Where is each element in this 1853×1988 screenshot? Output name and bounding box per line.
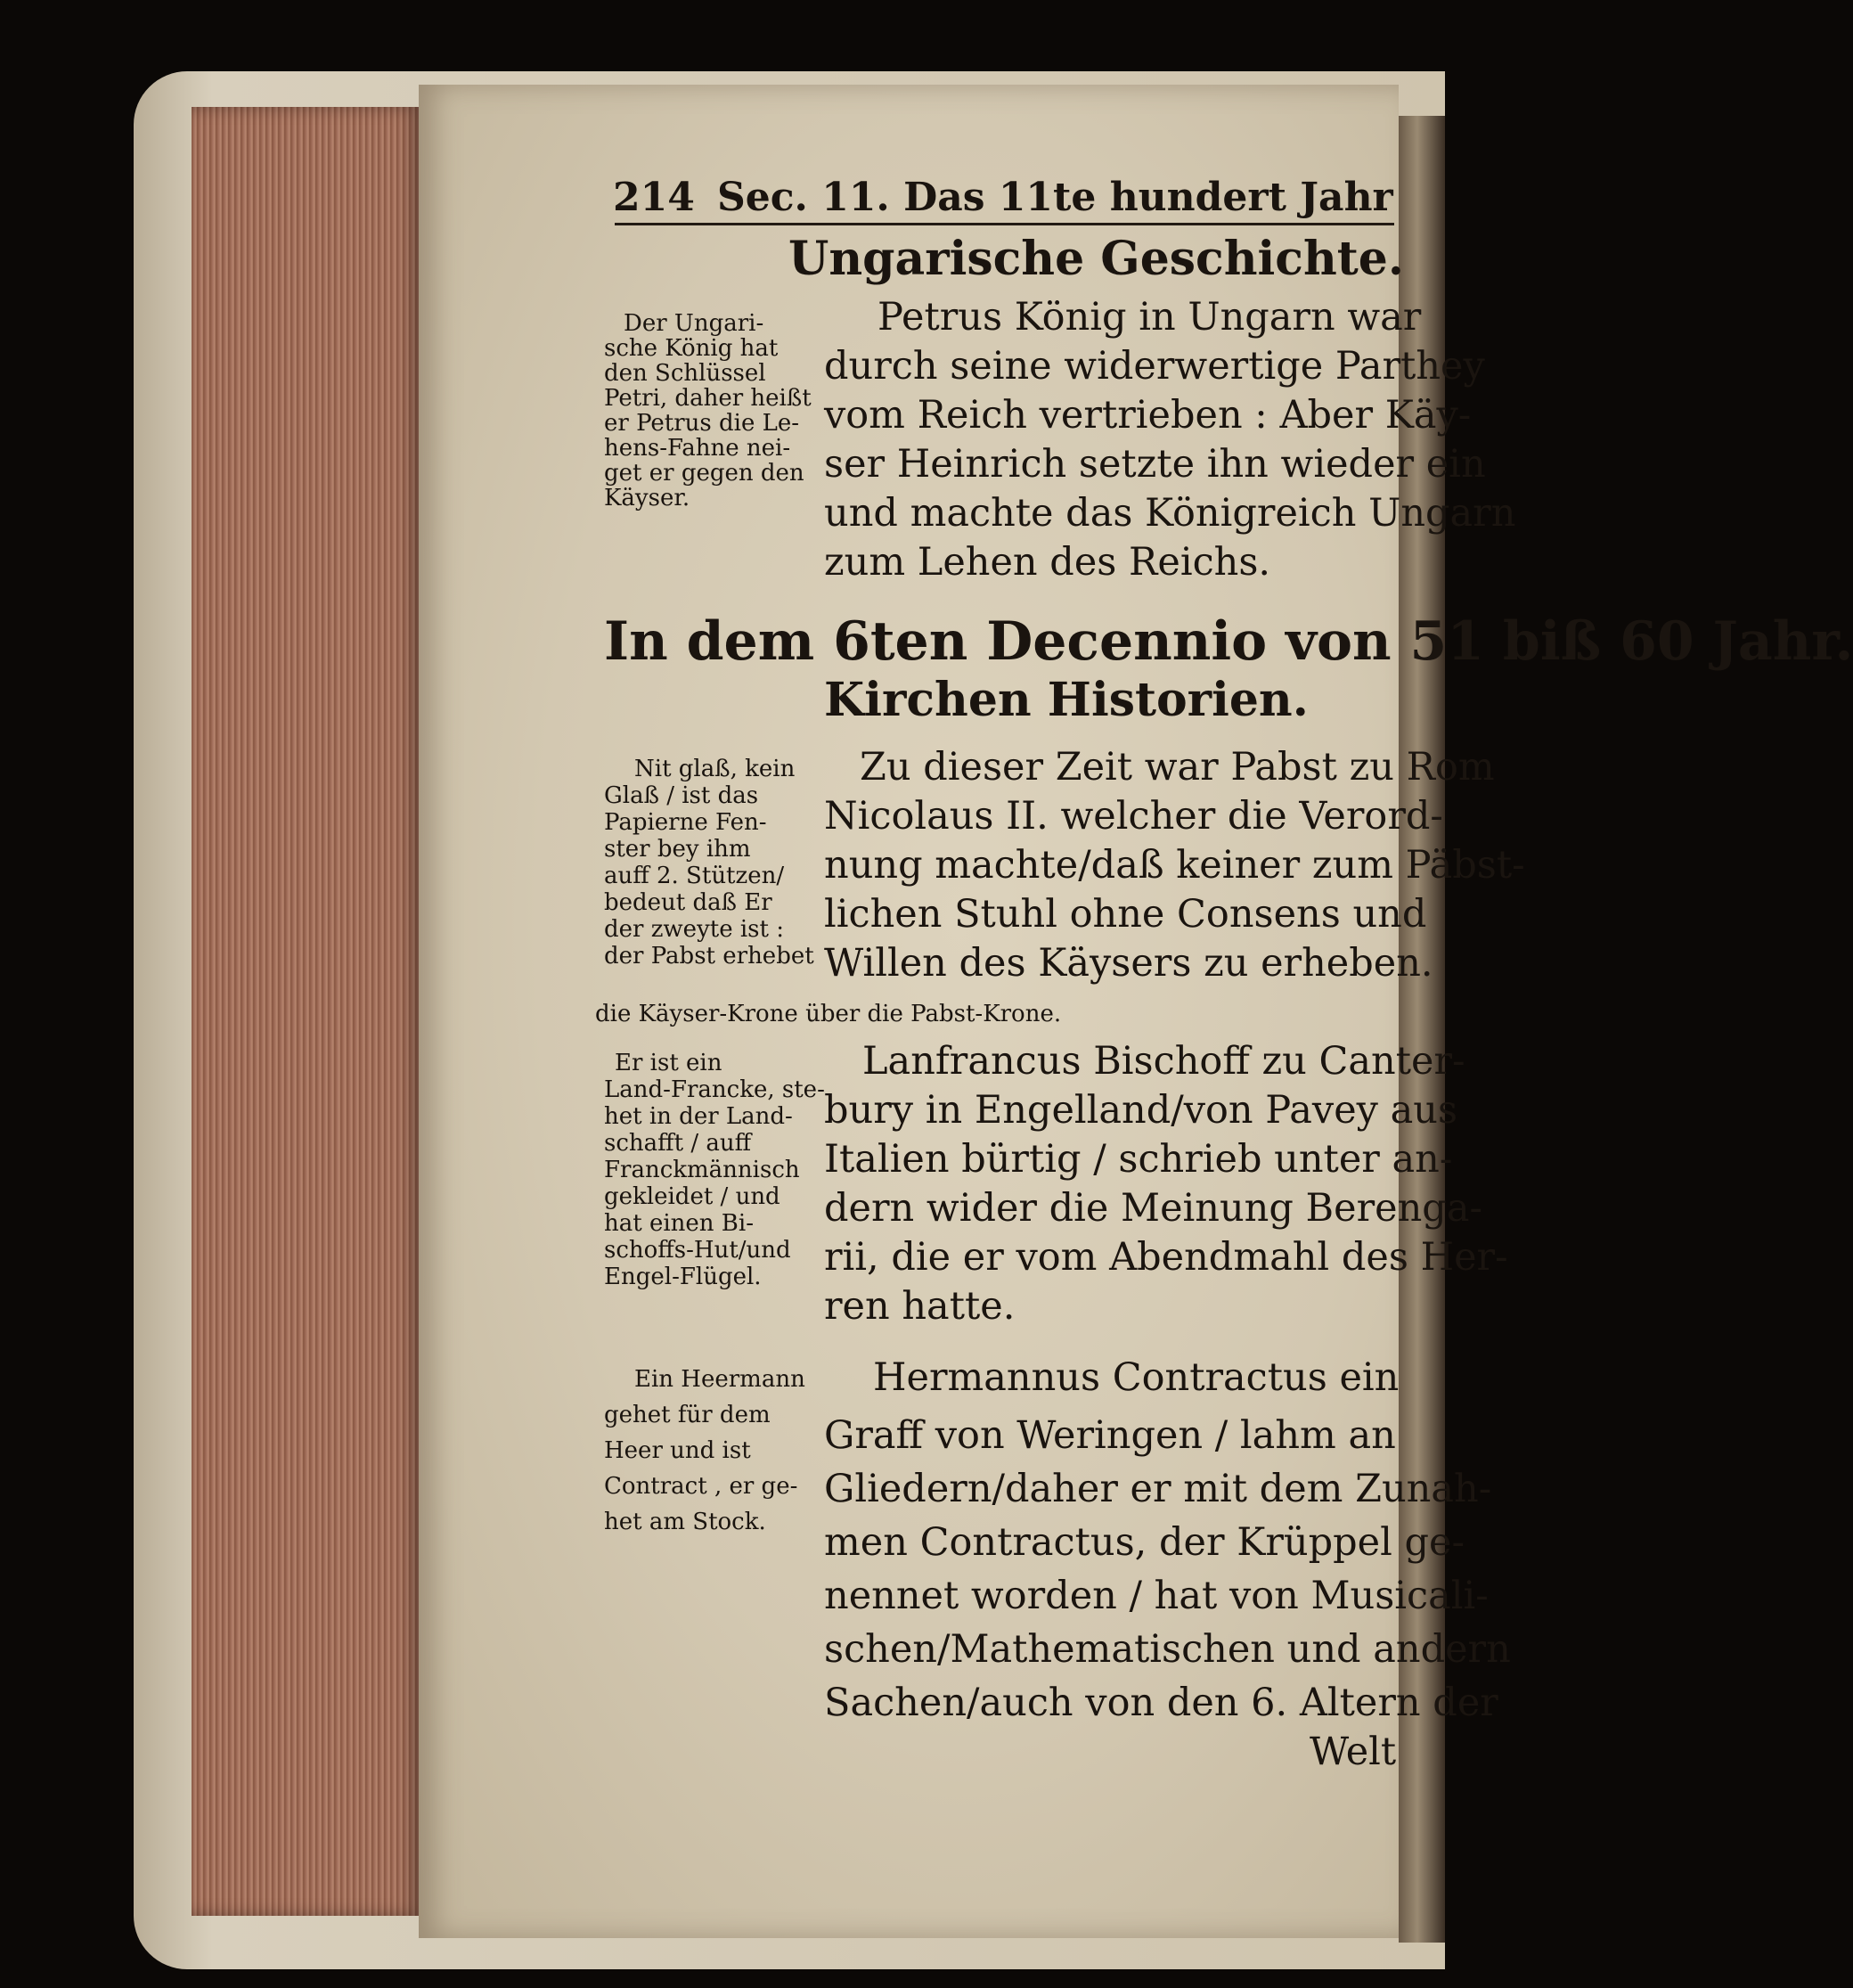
body-line: Zu dieser Zeit war Pabst zu Rom	[860, 745, 1495, 789]
subsection-title: Kirchen Historien.	[824, 673, 1309, 727]
note-line: hat einen Bi-	[604, 1210, 755, 1237]
page-edges	[192, 107, 423, 1916]
note-line: die Käyser-Krone über die Pabst-Krone.	[595, 1001, 1062, 1027]
running-title: Sec. 11. Das 11te hundert Jahr	[717, 175, 1393, 220]
body-line: ser Heinrich setzte ihn wieder ein	[824, 442, 1486, 487]
note-line: Contract , er ge-	[604, 1473, 798, 1500]
note-line: Glaß / ist das	[604, 782, 759, 809]
body-line: nennet worden / hat von Musicali-	[824, 1574, 1489, 1618]
note-line: auff 2. Stützen/	[604, 863, 785, 889]
note-line: gehet für dem	[604, 1402, 771, 1428]
body-line: Sachen/auch von den 6. Altern der	[824, 1681, 1498, 1725]
note-line: het in der Land-	[604, 1103, 793, 1130]
body-line: vom Reich vertrieben : Aber Käy-	[824, 393, 1472, 438]
body-line: Lanfrancus Bischoff zu Canter-	[862, 1039, 1465, 1084]
note-line: bedeut daß Er	[604, 889, 772, 916]
note-line: het am Stock.	[604, 1509, 766, 1535]
section-title: Ungarische Geschichte.	[788, 232, 1404, 286]
header-rule	[615, 223, 1394, 225]
note-line: Land-Francke, ste-	[604, 1076, 825, 1103]
note-line: Er ist ein	[615, 1050, 722, 1076]
note-line: Petri, daher heißt	[604, 385, 812, 412]
body-line: Gliedern/daher er mit dem Zunah-	[824, 1467, 1492, 1511]
body-line: nung machte/daß keiner zum Päbst-	[824, 843, 1525, 888]
note-line: schafft / auff	[604, 1130, 752, 1157]
body-line: zum Lehen des Reichs.	[824, 540, 1271, 585]
note-line: Nit glaß, kein	[634, 756, 796, 782]
note-line: Ein Heermann	[634, 1366, 805, 1393]
body-line: und machte das Königreich Ungarn	[824, 491, 1516, 536]
body-line: Hermannus Contractus ein	[873, 1355, 1400, 1400]
note-line: Franckmännisch	[604, 1157, 800, 1183]
body-line: men Contractus, der Krüppel ge-	[824, 1520, 1465, 1565]
note-line: Papierne Fen-	[604, 809, 767, 836]
note-line: get er gegen den	[604, 460, 804, 487]
note-line: Der Ungari-	[624, 310, 764, 337]
note-line: Heer und ist	[604, 1437, 751, 1464]
body-line: rii, die er vom Abendmahl des Her-	[824, 1235, 1508, 1280]
page-number: 214	[613, 175, 695, 220]
body-line: Graff von Weringen / lahm an	[824, 1413, 1396, 1458]
note-line: sche König hat	[604, 335, 779, 362]
note-line: der zweyte ist :	[604, 916, 784, 943]
body-line: Willen des Käysers zu erheben.	[824, 941, 1433, 986]
body-line: Nicolaus II. welcher die Verord-	[824, 794, 1443, 839]
note-line: ster bey ihm	[604, 836, 751, 863]
note-line: den Schlüssel	[604, 360, 766, 387]
body-line: lichen Stuhl ohne Consens und	[824, 892, 1427, 937]
body-line: Italien bürtig / schrieb unter an-	[824, 1137, 1453, 1182]
decade-heading: In dem 6ten Decennio von 51 biß 60 Jahr.	[604, 610, 1853, 673]
body-line: schen/Mathematischen und andern	[824, 1627, 1511, 1672]
note-line: hens-Fahne nei-	[604, 435, 791, 462]
body-line: Petrus König in Ungarn war	[878, 295, 1422, 340]
note-line: der Pabst erhebet	[604, 943, 814, 969]
note-line: schoffs-Hut/und	[604, 1237, 791, 1264]
body-line: dern wider die Meinung Berenga-	[824, 1186, 1482, 1231]
note-line: er Petrus die Le-	[604, 410, 800, 437]
body-line: ren hatte.	[824, 1284, 1016, 1329]
body-line: durch seine widerwertige Parthey	[824, 344, 1485, 389]
note-line: Käyser.	[604, 485, 690, 511]
catchword: Welt	[1310, 1730, 1397, 1774]
note-line: Engel-Flügel.	[604, 1264, 762, 1290]
body-line: bury in Engelland/von Pavey aus	[824, 1088, 1458, 1133]
note-line: gekleidet / und	[604, 1183, 780, 1210]
